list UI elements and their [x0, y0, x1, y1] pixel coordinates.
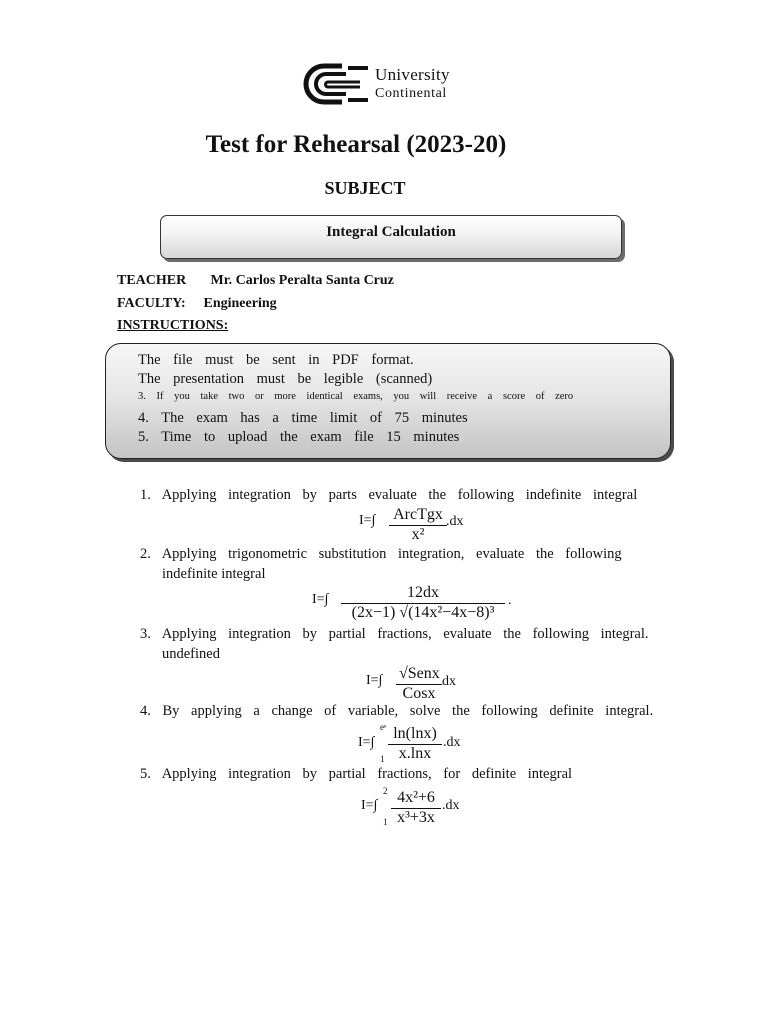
question-5-text: 5. Applying integration by partial fractions, for definite integral	[140, 766, 573, 782]
q2-fraction	[341, 584, 505, 622]
subject-heading: SUBJECT	[324, 178, 406, 198]
question-3-continued: undefined	[162, 646, 220, 662]
q1-differential: .dx	[446, 514, 464, 529]
q5-fraction	[391, 789, 441, 827]
faculty-label: FACULTY:	[117, 296, 186, 311]
q3-numerator: √Senx	[396, 665, 442, 685]
instruction-item: The file must be sent in PDF format.	[138, 352, 414, 368]
logo-line2: Continental	[375, 86, 447, 101]
q3-fraction	[396, 665, 442, 703]
q2-period: .	[508, 593, 512, 608]
teacher-row	[117, 273, 394, 289]
page-title: Test for Rehearsal (2023-20)	[205, 131, 507, 158]
logo-icon	[302, 62, 372, 106]
course-name-box: Integral Calculation	[160, 215, 622, 259]
q5-lower-limit: 1	[383, 817, 388, 827]
question-2-text: 2. Applying trigonometric substitution integration, evaluate the following	[140, 546, 622, 562]
q3-integral-sign: I=∫	[366, 673, 383, 688]
q5-upper-limit: 2	[383, 786, 388, 796]
q4-denominator: x.lnx	[398, 745, 432, 762]
q1-fraction	[389, 506, 447, 544]
logo-line1: University	[375, 65, 450, 84]
instruction-item: The presentation must be legible (scanned)	[138, 371, 433, 387]
q4-lower-limit: 1	[380, 754, 385, 764]
q5-numerator: 4x²+6	[391, 789, 441, 809]
instructions-label: INSTRUCTIONS:	[117, 318, 229, 333]
question-3-text: 3. Applying integration by partial fractions, evaluate the following integral.	[140, 626, 649, 642]
teacher-label: TEACHER	[117, 273, 187, 288]
q4-numerator: ln(lnx)	[388, 725, 442, 745]
q4-fraction	[388, 725, 442, 763]
q1-integral-sign: I=∫	[359, 513, 376, 528]
question-2-continued: indefinite integral	[162, 566, 266, 582]
faculty-row	[117, 296, 277, 312]
faculty-value: Engineering	[203, 296, 277, 311]
q2-denominator: (2x−1) √(14x²−4x−8)³	[351, 604, 495, 621]
q2-integral-sign: I=∫	[312, 592, 329, 607]
q3-denominator: Cosx	[402, 685, 436, 702]
q5-differential: .dx	[442, 798, 460, 813]
q4-differential: .dx	[443, 735, 461, 750]
teacher-value: Mr. Carlos Peralta Santa Cruz	[210, 273, 394, 288]
q1-denominator: x²	[411, 526, 425, 543]
q5-denominator: x³+3x	[397, 809, 435, 826]
q3-differential: dx	[442, 674, 456, 689]
q4-upper-limit: eᵉ	[380, 722, 387, 732]
q4-integral-sign: I=∫	[358, 735, 375, 750]
q1-numerator: ArcTgx	[389, 506, 447, 526]
instruction-item: 3. If you take two or more identical exams, you will receive a score of zero	[138, 391, 574, 402]
q2-numerator: 12dx	[341, 584, 505, 604]
question-1-text: 1. Applying integration by parts evaluate the following indefinite integral	[140, 487, 638, 503]
instruction-item: 5. Time to upload the exam file 15 minutes	[138, 429, 460, 445]
instruction-item: 4. The exam has a time limit of 75 minutes	[138, 410, 468, 426]
q5-integral-sign: I=∫	[361, 798, 378, 813]
university-logo	[302, 62, 482, 106]
question-4-text: 4. By applying a change of variable, solve the following definite integral.	[140, 703, 654, 719]
